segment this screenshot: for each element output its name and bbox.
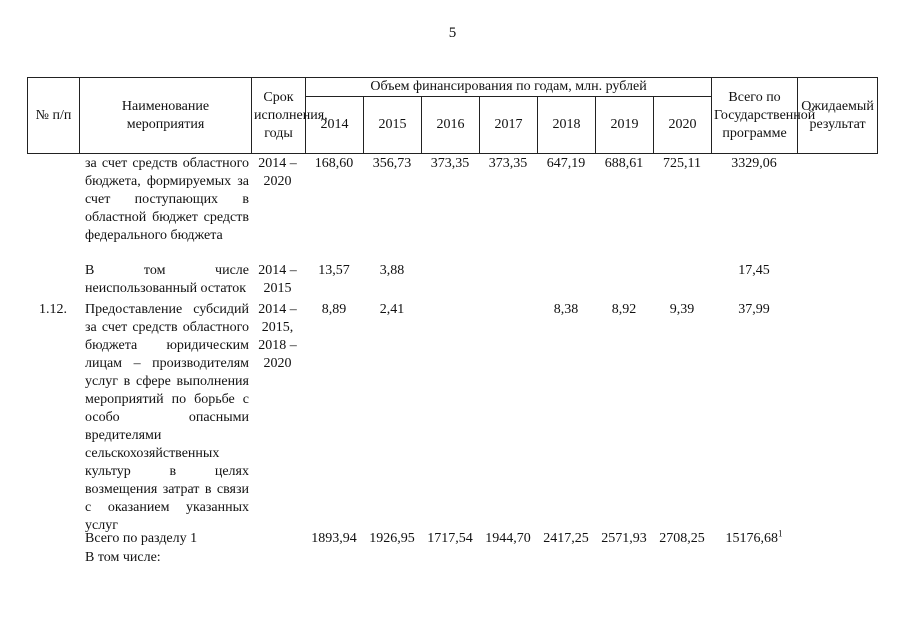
row-name: В том числе неиспользованный остаток: [85, 263, 249, 296]
total-2014: 1893,94: [311, 531, 357, 546]
total-2019: 2571,93: [601, 531, 647, 546]
table-header: [27, 77, 878, 154]
row-name: за счет средств областного бюджета, формируемых за счет поступающих в областной бюджет средств федерального бюджета: [85, 156, 249, 243]
section-total-label: Всего по разделу 1: [85, 531, 198, 546]
grand-total-value: 15176,68: [725, 531, 778, 546]
value-total: 17,45: [738, 263, 770, 278]
value-2017: 373,35: [488, 156, 528, 171]
total-2017: 1944,70: [485, 531, 531, 546]
page-number: 5: [448, 25, 457, 41]
header-year-2018: 2018: [538, 97, 596, 154]
header-total: Всего по Государственной программе: [712, 78, 798, 154]
row-term: 2014 – 2020: [258, 156, 297, 189]
row-term: 2014 – 2015, 2018 – 2020: [258, 302, 297, 371]
value-total: 3329,06: [731, 156, 777, 171]
value-2019: 8,92: [611, 302, 637, 317]
total-2015: 1926,95: [369, 531, 415, 546]
value-2014: 168,60: [314, 156, 354, 171]
header-result: Ожидаемый результат: [798, 78, 878, 154]
header-year-2016: 2016: [422, 97, 480, 154]
header-no: № п/п: [28, 78, 80, 154]
grand-total-footnote: 1: [778, 528, 783, 539]
row-term: 2014 – 2015: [258, 263, 297, 296]
row-number: 1.12.: [39, 302, 67, 317]
value-2014: 8,89: [321, 302, 347, 317]
value-2020: 725,11: [663, 156, 701, 171]
header-year-2015: 2015: [364, 97, 422, 154]
total-2016: 1717,54: [427, 531, 473, 546]
value-total: 37,99: [738, 302, 770, 317]
header-funding: Объем финансирования по годам, млн. рублей: [306, 78, 712, 97]
value-2016: 373,35: [430, 156, 470, 171]
value-2015: 2,41: [379, 302, 405, 317]
value-2018: 8,38: [553, 302, 579, 317]
value-2018: 647,19: [546, 156, 586, 171]
header-year-2019: 2019: [596, 97, 654, 154]
row-name: Предоставление субсидий за счет средств областного бюджета юридическим лицам – производителям услуг в сфере выполнения мероприятий по борьбе с особо опасными вредителями сельскохозяйственных культур в целях возмещения затрат в связи с оказанием указанных услуг: [85, 302, 249, 533]
header-year-2014: 2014: [306, 97, 364, 154]
header-term: Срок исполнения, годы: [252, 78, 306, 154]
header-year-2020: 2020: [654, 97, 712, 154]
including-label: В том числе:: [85, 550, 161, 565]
header-year-2017: 2017: [480, 97, 538, 154]
total-2020: 2708,25: [659, 531, 705, 546]
value-2020: 9,39: [669, 302, 695, 317]
grand-total: [711, 530, 797, 548]
total-2018: 2417,25: [543, 531, 589, 546]
header-name: Наименование мероприятия: [80, 78, 252, 154]
value-2015: 3,88: [379, 263, 405, 278]
value-2014: 13,57: [318, 263, 350, 278]
value-2019: 688,61: [604, 156, 644, 171]
value-2015: 356,73: [372, 156, 412, 171]
